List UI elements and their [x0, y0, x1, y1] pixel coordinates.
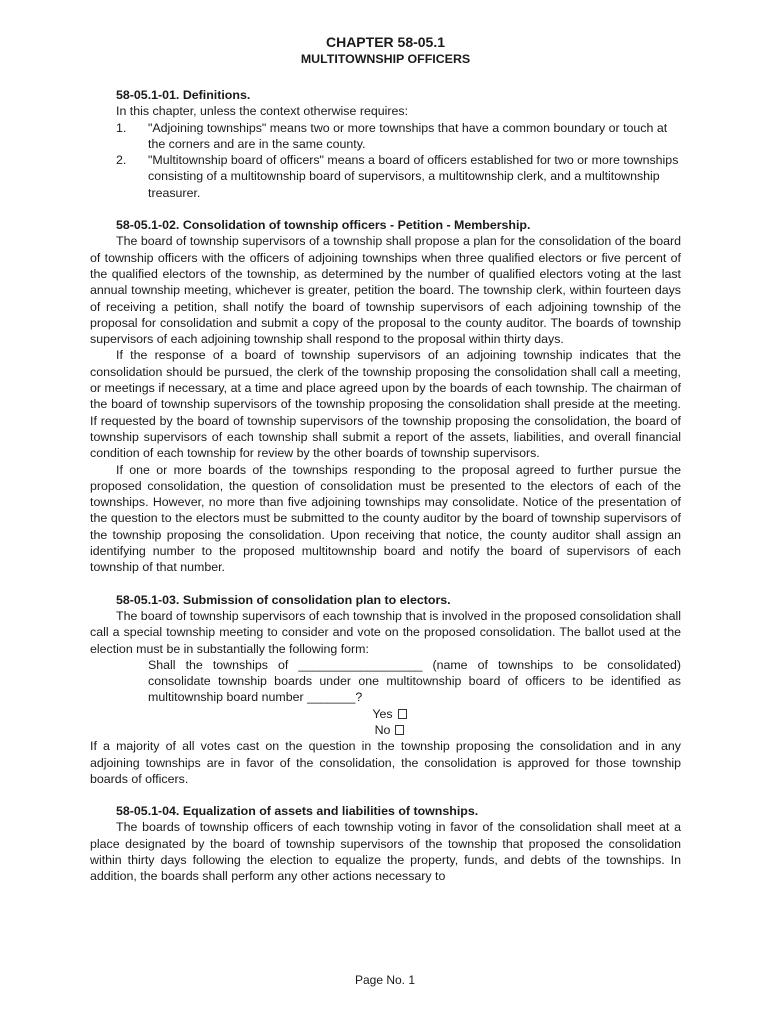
section-consolidation [90, 217, 681, 576]
page-number: Page No. 1 [354, 973, 416, 987]
no-label: No [374, 722, 391, 737]
definition-item [90, 120, 681, 153]
section-equalization [90, 803, 681, 884]
section-intro: In this chapter, unless the context otherwise requires: [116, 104, 409, 119]
ballot-text: Shall the townships of __________________ (name of townships to be consolidated) consolidate township boards under one multitownship board of officers to be identified as multitownship board number _______? [148, 657, 681, 705]
chapter-title: CHAPTER 58-05.1 [325, 34, 446, 50]
paragraph: The board of township supervisors of each township that is involved in the proposed consolidation shall call a special township meeting to consider and vote on the proposed consolidation. The ballot used at the election must be in substantially the following form: [90, 608, 681, 656]
paragraph: If one or more boards of the townships responding to the proposal agreed to further pursue the proposed consolidation, the question of consolidation must be presented to the electors of each of the townships. However, no more than five adjoining townships may consolidate. Notice of the presentation of the question to the electors must be submitted to the county auditor by the board of township supervisors of the township proposing the consolidation. Upon receiving that notice, the county auditor shall assign an identifying number to the proposed multitownship board and notify the board of supervisors of each township of that number. [90, 462, 681, 575]
section-title: 58-05.1-03. Submission of consolidation plan to electors. [116, 592, 451, 607]
section-title: 58-05.1-04. Equalization of assets and liabilities of townships. [116, 804, 479, 819]
chapter-subtitle: MULTITOWNSHIP OFFICERS [300, 52, 471, 66]
paragraph: If the response of a board of township supervisors of an adjoining township indicates that the consolidation should be pursued, the clerk of the township proposing the consolidation shall call a meeting, or meetings if necessary, at a time and place agreed upon by the boards of each township. The chairman of the board of township supervisors of the township proposing the consolidation shall preside at the meeting. If requested by the board of township supervisors of the township proposing the consolidation, the board of township supervisors of each township shall submit a report of the assets, liabilities, and overall financial condition of each township for review by the other boards of township supervisors. [90, 348, 681, 461]
definition-number: 1. [116, 120, 127, 135]
paragraph: The boards of township officers of each township voting in favor of the consolidation shall meet at a place designated by the board of township supervisors of the township that proposed the consolidation within thirty days following the election to equalize the property, funds, and debts of the townships. In addition, the boards shall perform any other actions necessary to [90, 820, 681, 884]
definition-text: "Multitownship board of officers" means a board of officers established for two or more townships consisting of a multitownship board of supervisors, a multitownship clerk, and a multitownship treasurer. [148, 153, 679, 200]
checkbox-icon [398, 709, 407, 719]
section-title: 58-05.1-01. Definitions. [116, 88, 251, 102]
definition-item [90, 152, 681, 201]
definitions-list [90, 120, 681, 201]
section-submission [90, 592, 681, 788]
definition-number: 2. [116, 153, 127, 168]
yes-label: Yes [372, 706, 393, 721]
ballot-yes-option [90, 706, 681, 722]
document-body [90, 33, 681, 901]
definition-text: "Adjoining townships" means two or more townships that have a common boundary or touch at the corners and are in the same county. [148, 120, 668, 151]
paragraph: The board of township supervisors of a township shall propose a plan for the consolidation of the board of township officers with the officers of adjoining townships when three qualified electors or five percent of the qualified electors of the township, as determined by the number of qualified electors voting at the last annual township meeting, whichever is greater, petition the board. The township clerk, within fourteen days of receiving a petition, shall notify the board of township supervisors of each adjoining township of the proposal for consolidation and submit a copy of the proposal to the county auditor. The boards of township supervisors of each adjoining township shall respond to the proposal within thirty days. [90, 234, 681, 347]
section-definitions [90, 87, 681, 201]
paragraph: If a majority of all votes cast on the question in the township proposing the consolidation and in any adjoining townships are in favor of the consolidation, the consolidation is approved for those township boards of officers. [90, 739, 681, 786]
section-title: 58-05.1-02. Consolidation of township officers - Petition - Membership. [116, 218, 531, 233]
ballot-no-option [90, 722, 681, 738]
checkbox-icon [395, 725, 404, 735]
